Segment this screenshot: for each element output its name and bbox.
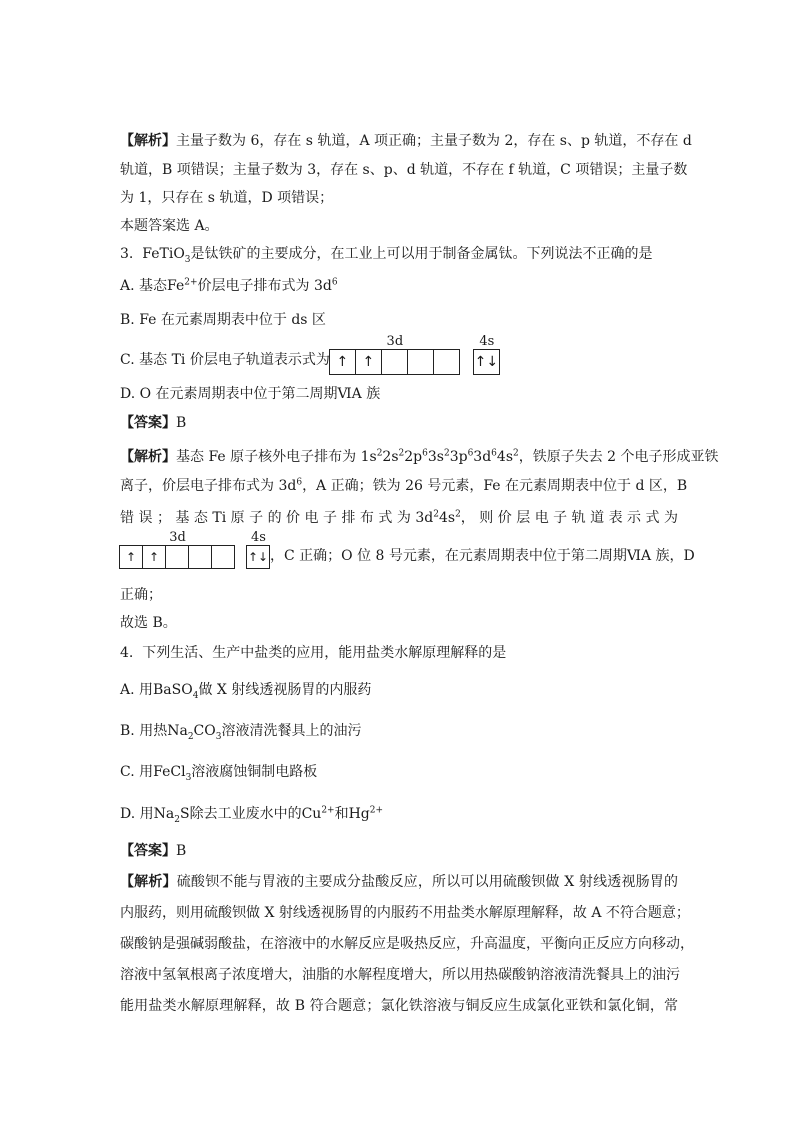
q4-option-d: D. 用$Na_2S$除去工业废水中的$Cu^{2+}$和$Hg^{2+}$ — [120, 805, 384, 825]
orbital-3d-label: 3d — [386, 334, 404, 349]
q2-analysis-line-2: 轨道，B 项错误；主量子数为 3，存在 s、p、d 轨道，不存在 f 轨道，C 项错误；主量子数 — [120, 162, 688, 178]
q3-analysis-line-1: 【解析】基态 Fe 原子核外电子排布为 $1s^22s^22p^63s^23p^63d^64s^2$，铁原子失去 2 个电子形成亚铁 — [120, 448, 719, 465]
orbital-4s-label: 4s — [479, 334, 495, 349]
q3-analysis-line-3: 错 误 ； 基 态 Ti 原 子 的 价 电 子 排 布 式 为 $3d^24s^2$， 则 价 层 电 子 轨 道 表 示 式 为 — [120, 509, 679, 526]
orbital-box — [165, 545, 189, 569]
q3-option-c: C. 基态 Ti 价层电子轨道表示式为 3d ↑ ↑ 4s ↑↓ — [120, 334, 500, 375]
q4-analysis-line-5: 能用盐类水解原理解释，故 B 符合题意；氯化铁溶液与铜反应生成氯化亚铁和氯化铜，常 — [120, 998, 678, 1014]
q3-analysis-line-5: 正确； — [120, 587, 162, 603]
q3-analysis-line-4: 3d ↑ ↑ 4s ↑↓ ，C 正确；O 位 8 号元素，在元素周期表中位于第二周期ⅥA 族，D — [120, 530, 695, 569]
q3-answer: 【答案】B — [120, 415, 187, 431]
orbital-box — [407, 349, 434, 375]
q4-analysis-line-3: 碳酸钠是强碱弱酸盐，在溶液中的水解反应是吸热反应，升高温度，平衡向正反应方向移动， — [120, 936, 694, 952]
q2-conclusion: 本题答案选 A。 — [120, 218, 219, 234]
q3-option-b: B. Fe 在元素周期表中位于 ds 区 — [120, 312, 326, 328]
q3-conclusion: 故选 B。 — [120, 615, 177, 631]
q2-analysis-line-1: 【解析】主量子数为 6，存在 s 轨道，A 项正确；主量子数为 2，存在 s、p 轨道，不存在 d — [120, 133, 692, 149]
orbital-box — [381, 349, 408, 375]
q3-analysis-line-2: 离子，价层电子排布式为 $3d^6$，A 正确；铁为 26 号元素，Fe 在元素周期表中位于 d 区，B — [120, 477, 688, 494]
orbital-box — [211, 545, 235, 569]
orbital-box: ↑↓ — [473, 349, 500, 375]
orbital-box — [188, 545, 212, 569]
q3-formula: FeTiO$_3$ — [142, 246, 191, 265]
q2-analysis-line-3: 为 1，只存在 s 轨道，D 项错误； — [120, 190, 334, 206]
orbital-3d-group — [330, 334, 460, 375]
orbital-box: ↑ — [142, 545, 166, 569]
orbital-3d-group-2: 3d ↑ ↑ — [120, 530, 235, 569]
orbital-box: ↑ — [329, 349, 356, 375]
q4-answer: 【答案】B — [120, 843, 187, 859]
orbital-box: ↑ — [355, 349, 382, 375]
orbital-4s-group — [474, 334, 500, 375]
q4-option-a: A. 用BaSO$_4$做 X 射线透视肠胃的内服药 — [120, 682, 372, 701]
q4-analysis-line-2: 内服药，则用硫酸钡做 X 射线透视肠胃的内服药不用盐类水解原理解释，故 A 不符合题意； — [120, 905, 690, 921]
orbital-box: ↑ — [119, 545, 143, 569]
q4-option-c: C. 用FeCl$_3$溶液腐蚀铜制电路板 — [120, 764, 318, 783]
orbital-box: ↑↓ — [246, 545, 270, 569]
orbital-4s-group-2: 4s ↑↓ — [247, 530, 270, 569]
q3-stem: 3. FeTiO$_3$是钛铁矿的主要成分，在工业上可以用于制备金属钛。下列说法不正确的是 — [120, 246, 653, 265]
orbital-box — [433, 349, 460, 375]
q4-stem: 4. 下列生活、生产中盐类的应用，能用盐类水解原理解释的是 — [120, 645, 507, 661]
q4-analysis-line-1: 【解析】硫酸钡不能与胃液的主要成分盐酸反应，所以可以用硫酸钡做 X 射线透视肠胃的 — [120, 874, 678, 890]
analysis-tag: 【解析】 — [120, 133, 176, 149]
q4-option-b: B. 用热$Na_2CO_3$溶液清洗餐具上的油污 — [120, 723, 362, 742]
q3-option-a: A. 基态$Fe^{2+}$价层电子排布式为 $3d^6$ — [120, 277, 338, 294]
q3-option-d: D. O 在元素周期表中位于第二周期ⅥA 族 — [120, 386, 381, 402]
q4-analysis-line-4: 溶液中氢氧根离子浓度增大，油脂的水解程度增大，所以用热碳酸钠溶液清洗餐具上的油污 — [120, 967, 680, 983]
